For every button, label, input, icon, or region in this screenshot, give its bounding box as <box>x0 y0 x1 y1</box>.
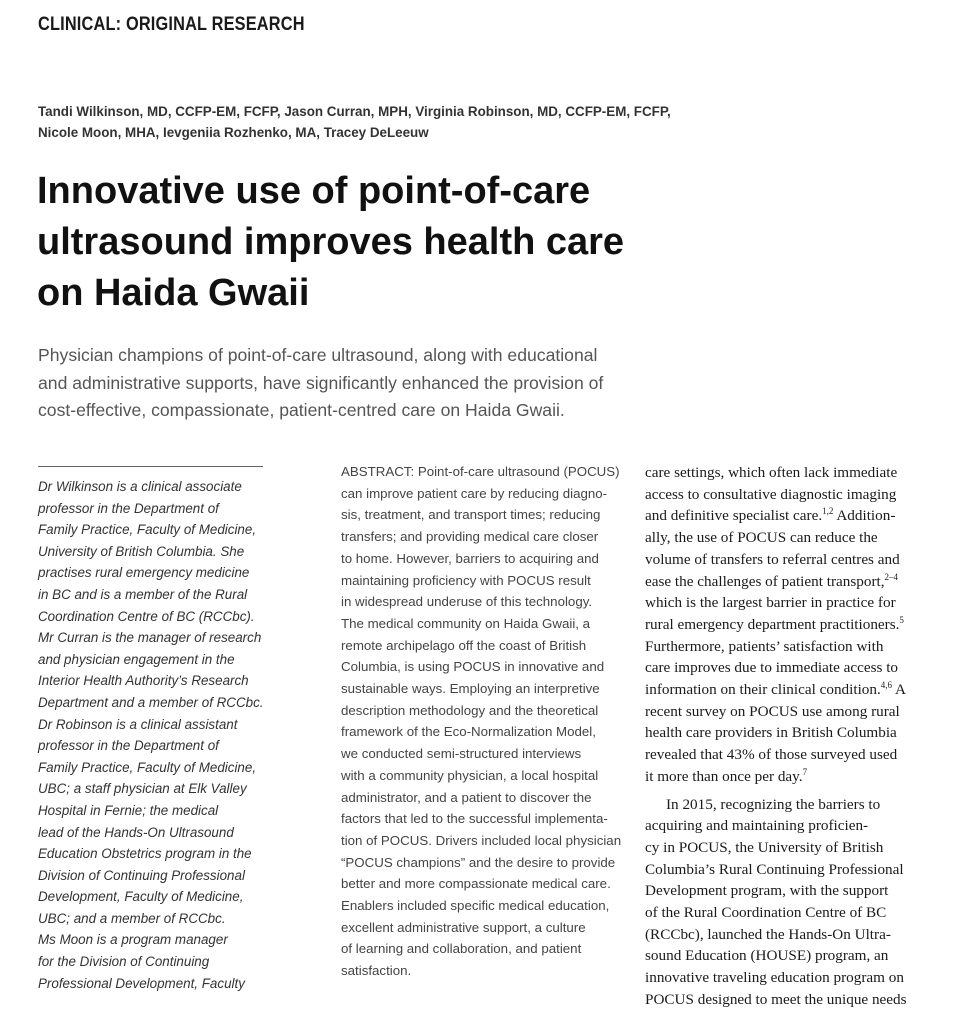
abstract-line: Columbia, is using POCUS in innovative and <box>341 659 605 675</box>
abstract-line: factors that led to the successful implementa- <box>341 811 608 827</box>
body-line <box>645 505 927 527</box>
citation-ref: 7 <box>802 766 808 777</box>
abstract-line: to home. However, barriers to acquiring and <box>341 550 599 566</box>
deck-line: Physician champions of point-of-care ultrasound, along with educational <box>38 345 598 365</box>
body-line: acquiring and maintaining proficien- <box>645 817 869 835</box>
body-line-text: ally, the use of POCUS can reduce the <box>645 529 878 547</box>
body-line-text: it more than once per day. <box>645 767 803 785</box>
bio-line: Family Practice, Faculty of Medicine, <box>38 522 257 538</box>
body-line: innovative traveling education program on <box>645 969 904 987</box>
section-label: CLINICAL: ORIGINAL RESEARCH <box>38 14 305 35</box>
abstract-line: framework of the Eco-Normalization Model, <box>341 724 596 740</box>
body-line <box>645 549 927 571</box>
citation-ref: 4,6 <box>880 679 893 690</box>
body-line: POCUS designed to meet the unique needs <box>645 990 907 1008</box>
body-line-text: Addition- <box>833 507 896 525</box>
body-line: Columbia’s Rural Continuing Professional <box>645 860 904 878</box>
bio-line: Dr Wilkinson is a clinical associate <box>38 479 242 494</box>
abstract-line: “POCUS champions” and the desire to provide <box>341 854 616 870</box>
bio-line: Development, Faculty of Medicine, <box>38 889 244 905</box>
body-line: (RCCbc), launched the Hands-On Ultra- <box>645 925 891 943</box>
body-line-text: rural emergency department practitioners. <box>645 615 900 633</box>
bio-line: Hospital in Fernie; the medical <box>38 802 219 818</box>
body-line-text: care improves due to immediate access to <box>645 659 899 677</box>
body-line: Development program, with the support <box>645 882 889 900</box>
bio-line: UBC; and a member of RCCbc. <box>38 910 226 926</box>
body-line: cy in POCUS, the University of British <box>645 838 884 856</box>
author-line: Tandi Wilkinson, MD, CCFP-EM, FCFP, Jason Curran, MPH, Virginia Robinson, MD, CCFP-EM, FCFP, <box>38 104 671 119</box>
article-deck <box>38 342 678 425</box>
bio-line: UBC; a staff physician at Elk Valley <box>38 781 247 797</box>
abstract-line: remote archipelago off the coast of British <box>341 637 587 653</box>
bio-line: professor in the Department of <box>38 738 219 754</box>
abstract-line: transfers; and providing medical care closer <box>341 529 599 545</box>
body-line-text: volume of transfers to referral centres and <box>645 550 900 568</box>
bio-line: Mr Curran is the manager of research <box>38 630 262 646</box>
abstract-line: The medical community on Haida Gwaii, a <box>341 615 591 631</box>
bio-line: practises rural emergency medicine <box>38 565 250 581</box>
body-line <box>645 744 927 766</box>
deck-line: and administrative supports, have significantly enhanced the provision of <box>38 372 604 393</box>
deck-line: cost-effective, compassionate, patient-centred care on Haida Gwaii. <box>38 400 565 420</box>
abstract-line: sustainable ways. Employing an interpretive <box>341 681 600 697</box>
body-line <box>645 614 927 636</box>
abstract-line: administrator, and a patient to discover the <box>341 789 592 805</box>
title-line: on Haida Gwaii <box>37 272 310 314</box>
body-line-text: health care providers in British Columbia <box>645 724 897 742</box>
abstract-column <box>341 461 626 982</box>
body-line: In 2015, recognizing the barriers to <box>666 795 881 813</box>
body-text-column <box>645 462 927 1011</box>
bio-line: Professional Development, Faculty <box>38 975 245 991</box>
citation-ref: 1,2 <box>822 506 834 517</box>
body-line-text: information on their clinical condition. <box>645 681 881 699</box>
body-paragraph-1 <box>645 462 927 788</box>
body-line <box>645 636 927 658</box>
body-line <box>645 657 927 679</box>
body-line <box>645 484 927 506</box>
body-line-text: which is the largest barrier in practice for <box>645 594 896 612</box>
body-line <box>645 701 927 723</box>
abstract-line: with a community physician, a local hospital <box>341 767 599 783</box>
bio-line: Education Obstetrics program in the <box>38 846 252 862</box>
body-line <box>645 462 927 484</box>
abstract-line: of learning and collaboration, and patient <box>341 941 582 957</box>
bio-line: University of British Columbia. She <box>38 543 245 559</box>
body-line-text: ease the challenges of patient transport, <box>645 572 885 590</box>
bio-line: and physician engagement in the <box>38 651 235 667</box>
abstract-line: description methodology and the theoretical <box>341 702 599 718</box>
body-line: sound Education (HOUSE) program, an <box>645 947 889 965</box>
abstract-line: maintaining proficiency with POCUS result <box>341 572 591 588</box>
abstract-line: can improve patient care by reducing diagno- <box>341 485 608 501</box>
bio-line: Division of Continuing Professional <box>38 867 245 883</box>
bio-line: professor in the Department of <box>38 500 219 516</box>
bio-line: lead of the Hands-On Ultrasound <box>38 824 234 840</box>
abstract-line: we conducted semi-structured interviews <box>341 746 582 762</box>
abstract-line: Enablers included specific medical education, <box>341 898 610 914</box>
body-line <box>645 527 927 549</box>
body-line: of the Rural Coordination Centre of BC <box>645 904 887 922</box>
bio-divider <box>38 466 263 467</box>
bio-line: Family Practice, Faculty of Medicine, <box>38 759 257 775</box>
abstract-line: better and more compassionate medical care. <box>341 876 611 892</box>
body-line-text: A <box>892 681 906 699</box>
body-line <box>645 679 927 701</box>
bio-line: in BC and is a member of the Rural <box>38 586 248 602</box>
abstract-line: in widespread underuse of this technology. <box>341 594 593 610</box>
body-line <box>645 722 927 744</box>
body-paragraph-2 <box>645 794 927 1011</box>
body-line <box>645 571 927 593</box>
abstract-line: satisfaction. <box>341 963 412 979</box>
body-line-text: recent survey on POCUS use among rural <box>645 702 900 720</box>
title-line: ultrasound improves health care <box>37 221 625 263</box>
body-line-text: Furthermore, patients’ satisfaction with <box>645 637 884 655</box>
body-line-text: access to consultative diagnostic imaging <box>645 485 897 503</box>
bio-line: Interior Health Authority’s Research <box>38 673 249 689</box>
body-line-text: revealed that 43% of those surveyed used <box>645 746 898 764</box>
body-line <box>645 592 927 614</box>
body-line <box>645 766 927 788</box>
bio-line: Coordination Centre of BC (RCCbc). <box>38 608 255 624</box>
bio-line: Department and a member of RCCbc. <box>38 694 264 710</box>
abstract-line: excellent administrative support, a culture <box>341 919 586 935</box>
body-line-text: care settings, which often lack immediate <box>645 464 898 481</box>
abstract-line: sis, treatment, and transport times; reducing <box>341 507 601 523</box>
body-line-text: and definitive specialist care. <box>645 507 823 525</box>
author-list <box>38 101 718 143</box>
abstract-line: ABSTRACT: Point-of-care ultrasound (POCUS) <box>341 464 620 479</box>
author-line: Nicole Moon, MHA, Ievgeniia Rozhenko, MA, Tracey DeLeeuw <box>38 125 429 140</box>
bio-line: Ms Moon is a program manager <box>38 932 228 948</box>
article-title <box>37 166 737 319</box>
bio-line: for the Division of Continuing <box>38 954 210 970</box>
citation-ref: 2–4 <box>884 571 899 582</box>
bio-line: Dr Robinson is a clinical assistant <box>38 716 238 732</box>
citation-ref: 5 <box>899 614 904 625</box>
author-bio-column <box>38 476 278 994</box>
title-line: Innovative use of point-of-care <box>37 170 591 212</box>
abstract-line: tion of POCUS. Drivers included local physician <box>341 832 622 848</box>
